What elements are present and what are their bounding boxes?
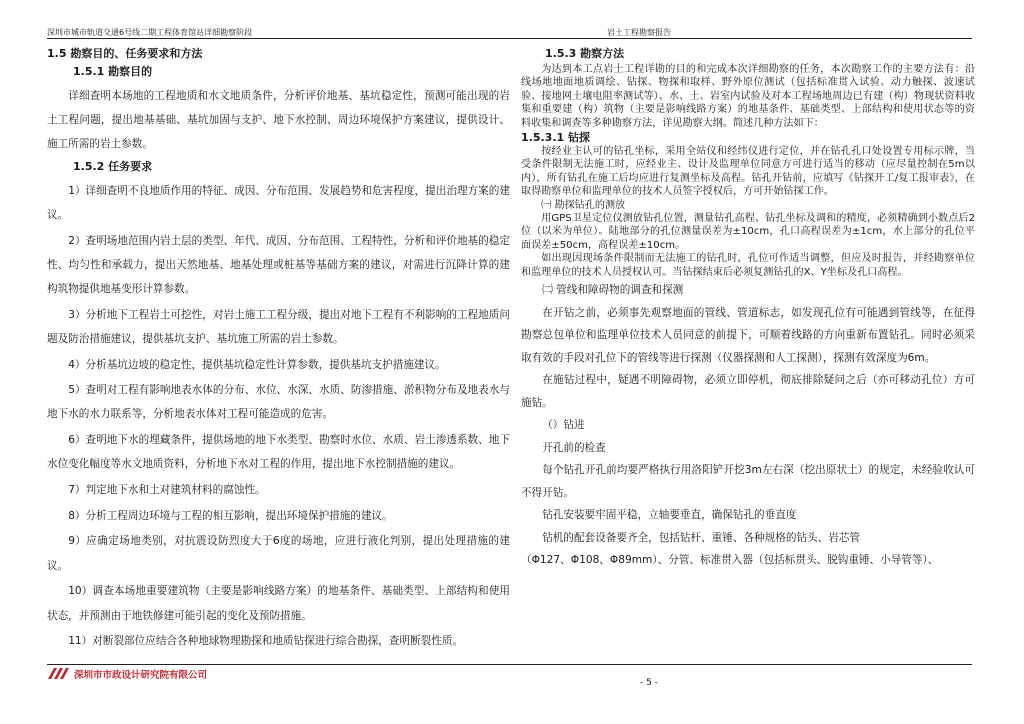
subsection-title-methods: 1.5.3 勘察方法 <box>545 47 625 60</box>
purpose-paragraph: 详细查明本场地的工程地质和水文地质条件，分析评价地基、基坑稳定性，预测可能出现的岩土工程问题，提出地基基础、基坑加固与支护、地下水控制、周边环境保护方案建议，提供设计、施工所需的岩土参数。 <box>47 90 510 151</box>
subsection-title-purpose: 1.5.1 勘察目的 <box>73 65 153 78</box>
drilling-step-paragraph: （Φ127、Φ108、Φ89mm）、分管、标准贯入器（包括标贯头、脱钩重锤、小导管等）、 <box>521 554 939 567</box>
drilling-step-paragraph: 钻孔安装要牢固平稳，立轴要垂直，确保钻孔的垂直度 <box>542 509 797 522</box>
header-rule <box>47 38 972 39</box>
page-number: - 5 - <box>640 678 658 688</box>
company-logo-icon <box>47 667 71 680</box>
pre-drilling-check-heading: 开孔前的检查 <box>542 441 606 454</box>
requirement-item: 3）分析地下工程岩土可挖性，对岩土施工工程分级，提出对地下工程有不利影响的工程地质问题及防治措施建议，提供基坑支护、基坑施工所需的岩土参数。 <box>47 308 510 345</box>
requirement-item: 2）查明场地范围内岩土层的类型、年代、成因、分布范围、工程特性，分析和评价地基的稳定性、均匀性和承载力，提出天然地基、地基处理或桩基等基础方案的建议，对需进行沉降计算的建构筑物提供地基变形计算参数。 <box>47 234 510 295</box>
requirement-item: 7）判定地下水和土对建筑材料的腐蚀性。 <box>68 484 266 497</box>
pipeline-paragraph: 在施钻过程中，疑遇不明障碍物，必须立即停机，彻底排除疑问之后（亦可移动孔位）方可施钻。 <box>521 374 975 409</box>
requirement-item: 11）对断裂部位应结合各种地球物理勘探和地质钻探进行综合勘探，查明断裂性质。 <box>68 635 464 648</box>
running-header-report-type: 岩土工程勘察报告 <box>607 28 671 37</box>
survey-paragraph: 如出现因现场条件限制而无法施工的钻孔时，孔位可作适当调整，但应及时报告，并经勘察单位和监理单位的技术人员授权认可。当钻探结束后必须复测钻孔的X、Y坐标及孔口高程。 <box>521 253 975 278</box>
drilling-section-title: 1.5.3.1 钻探 <box>521 131 590 145</box>
survey-paragraph: 用GPS卫星定位仪测放钻孔位置，测量钻孔高程、钻孔坐标及调和的精度，必须精确到小数点后2位（以米为单位）。陆地部分的孔位测量误差为±10cm，孔口高程误差为±1cm，水上部分的孔位平面误差±50cm，高程误差±10cm。 <box>521 213 975 251</box>
drilling-paragraph: 按经业主认可的钻孔坐标，采用全站仪和经纬仪进行定位，并在钻孔孔口处设置专用标示牌，当受条件限制无法施工时，应经业主、设计及监理单位同意方可进行适当的移动（应尽量控制在5m以内），所有钻孔在施工后均应进行复测坐标及高程。钻孔开钻前，应填写《钻探开工/复工报审表》，在取得勘察单位和监理单位的技术人员签字授权后，方可开始钻探工作。 <box>521 146 975 198</box>
requirement-item: 6）查明地下水的埋藏条件，提供场地的地下水类型、勘察时水位、水质、岩土渗透系数、地下水位变化幅度等水文地质资料，分析地下水对工程的作用，提出地下水控制措施的建议。 <box>47 434 510 471</box>
section-title: 1.5 勘察目的、任务要求和方法 <box>47 47 203 60</box>
drilling-step-heading: （）钻进 <box>542 419 585 432</box>
pipeline-paragraph: 在开钻之前，必须事先观察地面的管线、管道标志，如发现孔位有可能遇到管线等，在征得勘察总包单位和监理单位技术人员同意的前提下，可顺着线路的方向重新布置钻孔。同时必须采取有效的手段对孔位下的管线等进行探测（仪器探测和人工探测），探测有效深度为6m。 <box>521 306 975 364</box>
subsection-title-requirements: 1.5.2 任务要求 <box>73 159 153 173</box>
running-header-project: 深圳市城市轨道交通6号线二期工程体育馆站详细勘察阶段 <box>47 28 253 37</box>
drilling-step-paragraph: 钻机的配套设备要齐全，包括钻杆、重锤、各种规格的钻头、岩芯管 <box>542 531 860 544</box>
footer-company-name: 深圳市市政设计研究院有限公司 <box>74 670 208 681</box>
requirement-item: 8）分析工程周边环境与工程的相互影响，提出环境保护措施的建议。 <box>68 509 393 522</box>
requirement-item: 5）查明对工程有影响地表水体的分布、水位、水深、水质、防渗措施、淤积物分布及地表水与地下水的水力联系等，分析地表水体对工程可能造成的危害。 <box>47 384 510 421</box>
requirement-item: 10）调查本场地重要建筑物（主要是影响线路方案）的地基条件、基础类型、上部结构和使用状态，并预测由于地铁修建可能引起的变化及预防措施。 <box>47 585 510 622</box>
survey-heading: ㈠ 勘探钻孔的测放 <box>541 199 626 211</box>
footer-rule <box>47 664 972 665</box>
methods-intro-paragraph: 为达到本工点岩土工程详勘的目的和完成本次详细勘察的任务，本次勘察工作的主要方法有：沿线场地地面地质调绘、钻探、物探和取样、野外原位测试（包括标准贯入试验、动力触探、波速试验、接地网土壤电阻率测试等）、水、土、岩室内试验及对本工程场地周边已有建（构）物现状资料收集和重要建（构）筑物（主要是影响线路方案）的地基条件、基础类型、上部结构和使用状态等的资料收集和调查等多种勘察方法，详见勘察大纲。简述几种方法如下： <box>521 64 975 129</box>
pipeline-heading: ㈡ 管线和障碍物的调查和探测 <box>542 284 684 297</box>
drilling-step-paragraph: 每个钻孔开孔前均要严格执行用洛阳铲开挖3m左右深（挖出原状土）的规定，未经验收认可不得开钻。 <box>521 464 975 499</box>
requirement-item: 1）详细查明不良地质作用的特征、成因、分布范围、发展趋势和危害程度，提出治理方案的建议。 <box>47 184 510 221</box>
requirement-item: 9）应确定场地类别，对抗震设防烈度大于6度的场地，应进行液化判别，提出处理措施的建议。 <box>47 535 510 572</box>
right-column <box>521 46 975 644</box>
requirement-item: 4）分析基坑边坡的稳定性，提供基坑稳定性计算参数，提供基坑支护措施建议。 <box>68 358 446 371</box>
left-column <box>47 46 510 648</box>
